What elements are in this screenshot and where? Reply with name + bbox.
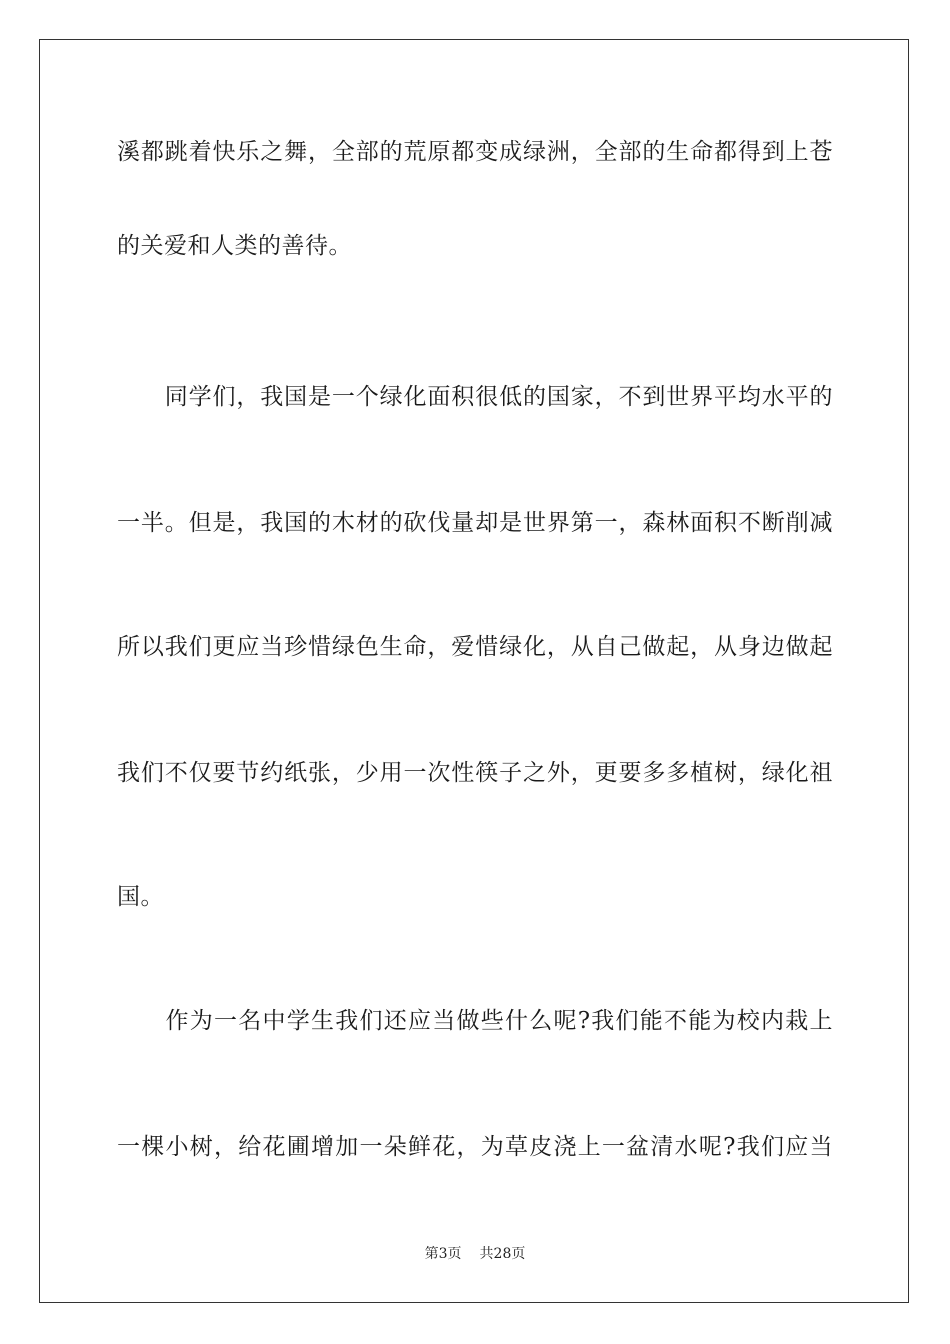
text-line: 一棵小树，给花圃增加一朵鲜花，为草皮浇上一盆清水呢?我们应当 xyxy=(117,1134,833,1160)
text-line: 作为一名中学生我们还应当做些什么呢?我们能不能为校内栽上 xyxy=(117,1008,833,1034)
text-line: 溪都跳着快乐之舞，全部的荒原都变成绿洲，全部的生命都得到上苍 xyxy=(117,139,833,165)
text-line: 的关爱和人类的善待。 xyxy=(117,233,352,259)
text-line: 所以我们更应当珍惜绿色生命，爱惜绿化，从自己做起，从身边做起 xyxy=(117,634,833,660)
page-border xyxy=(39,39,909,1303)
text-line: 同学们，我国是一个绿化面积很低的国家，不到世界平均水平的 xyxy=(117,384,833,410)
page-total: 共28页 xyxy=(479,1246,526,1262)
text-line: 我们不仅要节约纸张，少用一次性筷子之外，更要多多植树，绿化祖 xyxy=(117,760,833,786)
page-number: 第3页 xyxy=(424,1246,462,1262)
page-footer xyxy=(0,1245,950,1263)
text-line: 一半。但是，我国的木材的砍伐量却是世界第一，森林面积不断削减 xyxy=(117,510,833,536)
text-line: 国。 xyxy=(117,884,164,910)
